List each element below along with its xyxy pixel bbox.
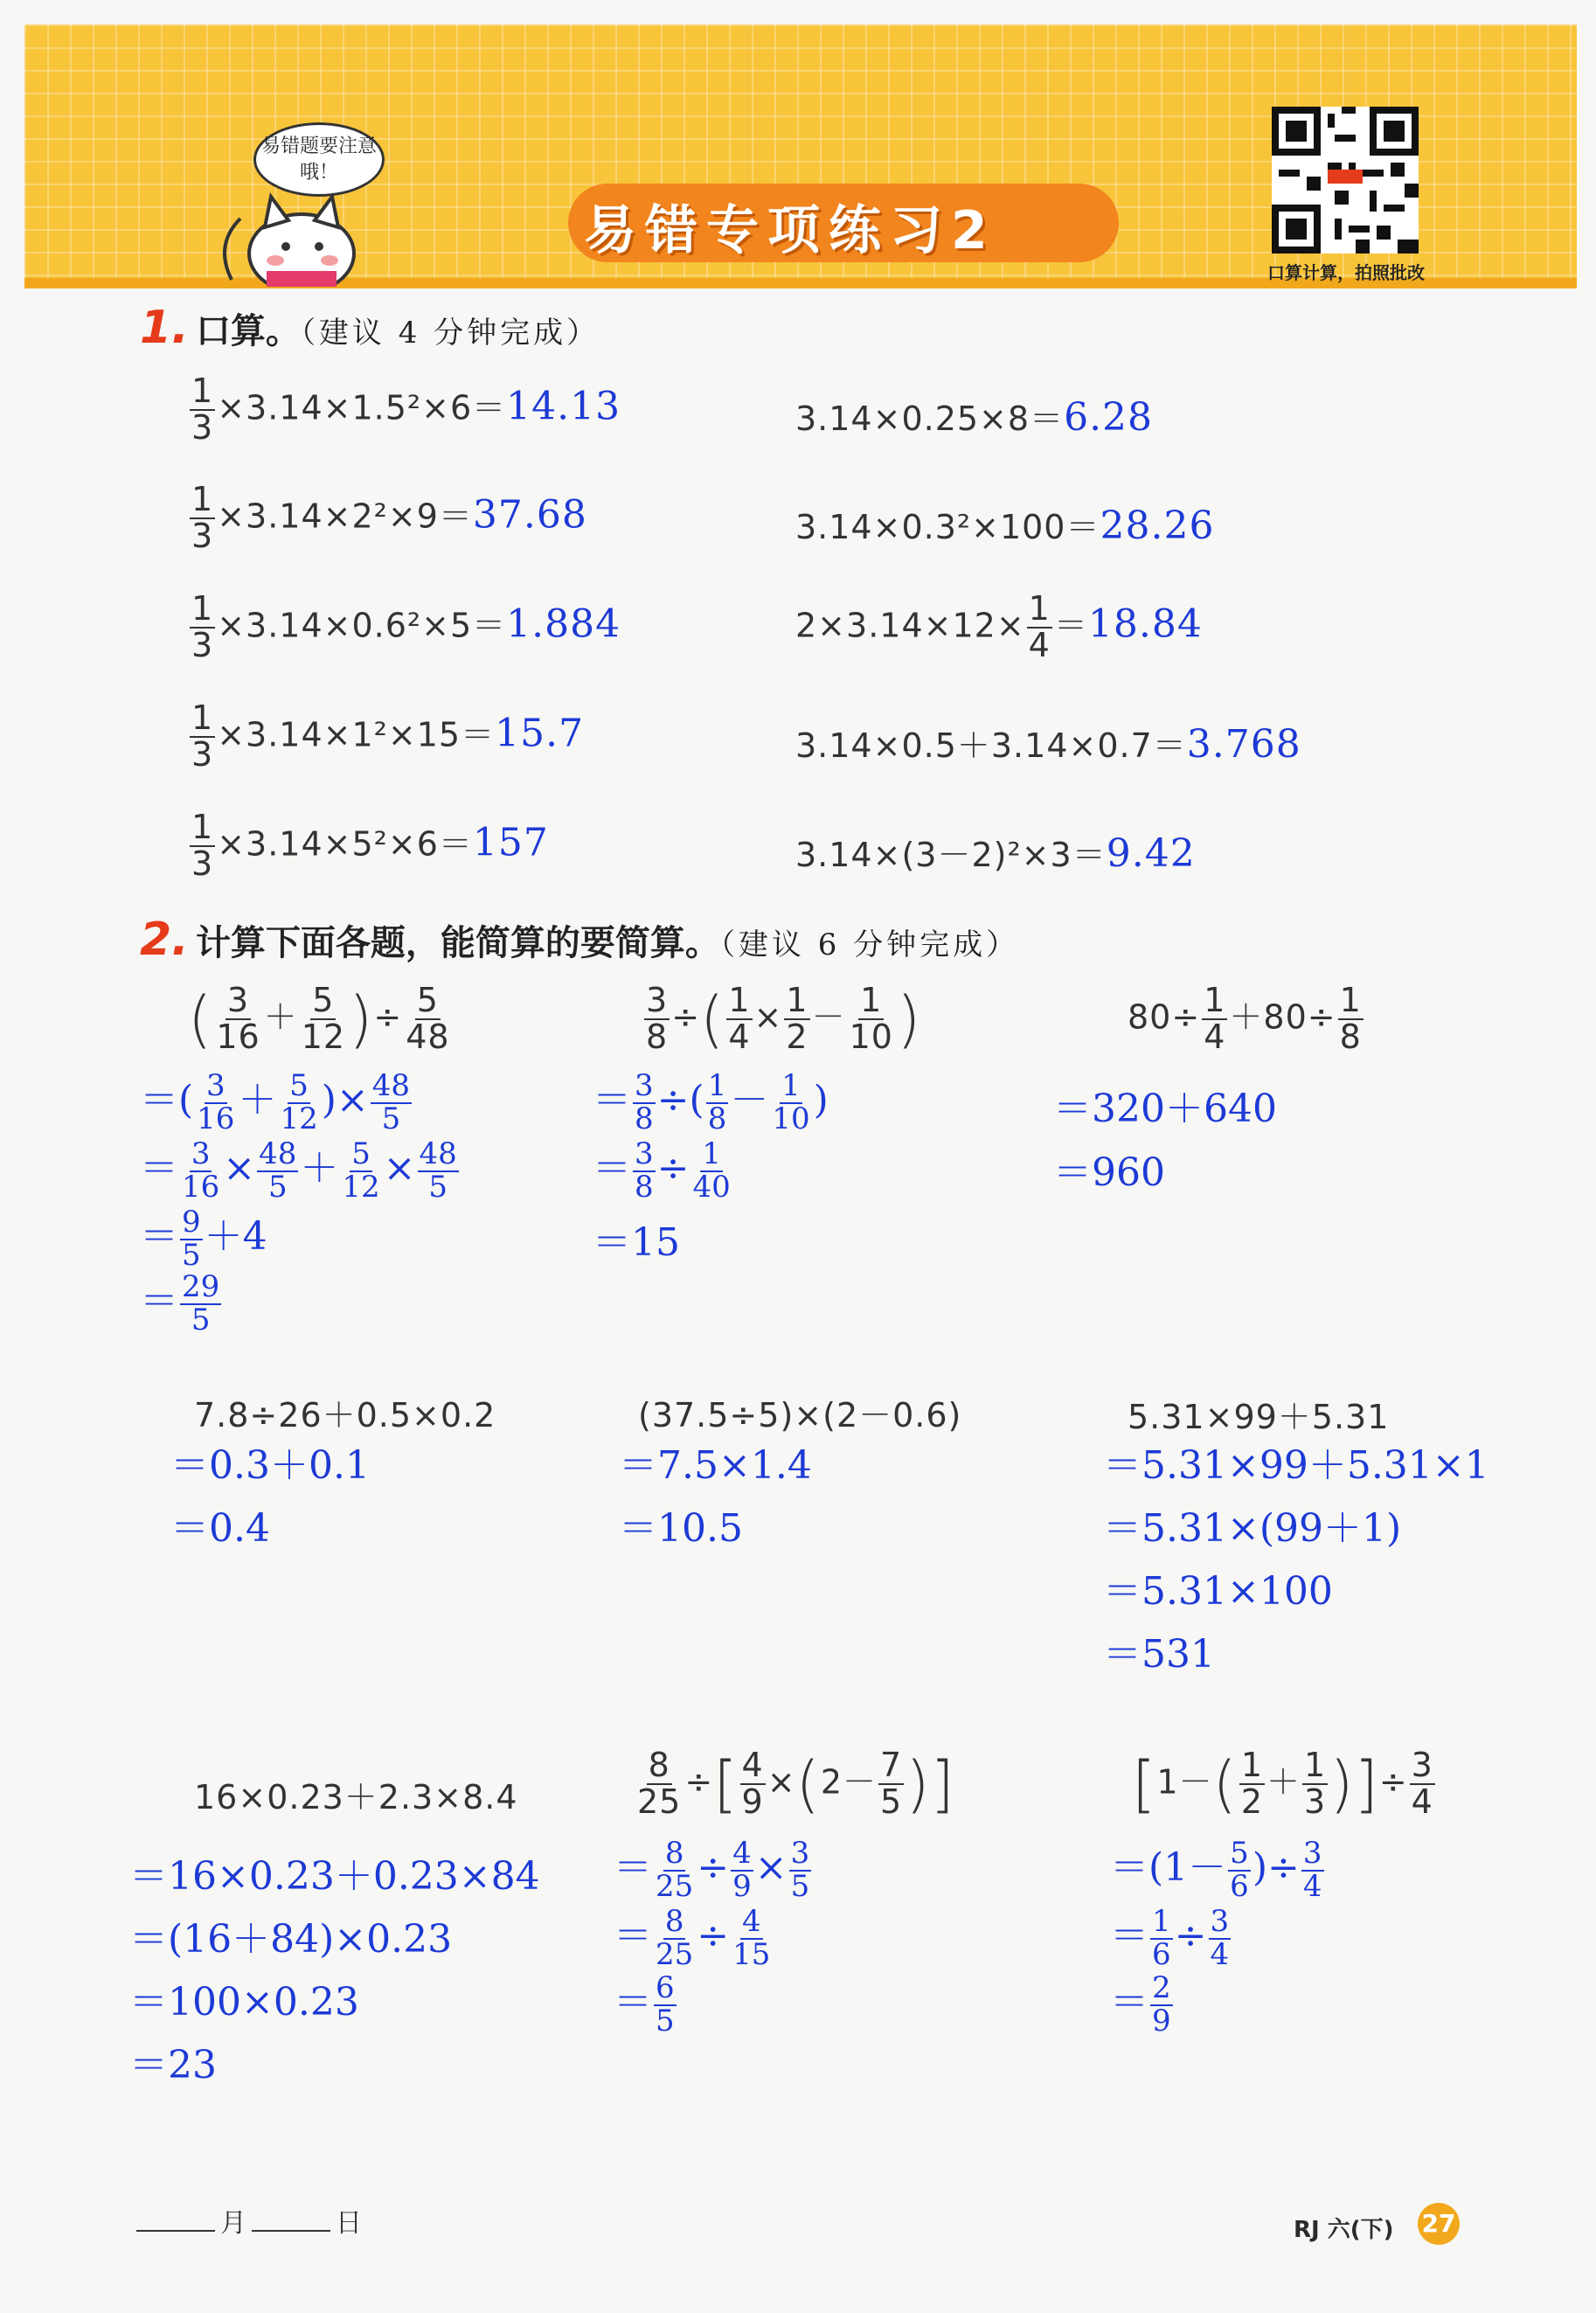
p7-step-4: ＝23	[129, 2043, 217, 2087]
s1-right-row-5: 3.14×(3－2)²×3＝9.42	[795, 831, 1196, 876]
page-number: 27	[1418, 2203, 1460, 2245]
p8-step-1: ＝ $\frac{8}{25}$ ÷ $\frac{4}{9}$ × $\frac{3}{5}$	[614, 1835, 810, 1904]
p6-question: 5.31×99＋5.31	[1128, 1398, 1390, 1436]
p6-step-4: ＝531	[1103, 1632, 1215, 1677]
p4-step-1: ＝0.3＋0.1	[170, 1443, 370, 1488]
s1-right-row-2: 3.14×0.3²×100＝28.26	[795, 504, 1215, 548]
p5-step-2: ＝10.5	[619, 1506, 743, 1551]
p9-step-2: ＝ $\frac{1}{6}$ ÷ $\frac{3}{4}$	[1110, 1903, 1230, 1972]
qr-caption: 口算计算，拍照批改	[1267, 262, 1425, 283]
p1-step-2: ＝ $\frac{3}{16}$ × $\frac{48}{5}$ ＋ $\frac{5}{12}$ × $\frac{48}{5}$	[140, 1136, 457, 1205]
fraction: $\frac{1}{4}$	[1028, 589, 1051, 664]
answer: 1.884	[506, 601, 621, 647]
p4-step-2: ＝0.4	[170, 1506, 270, 1551]
p4-question: 7.8÷26＋0.5×0.2	[194, 1396, 496, 1434]
section2-heading: 2. 计算下面各题，能简算的要简算。（建议 6 分钟完成）	[140, 913, 1020, 966]
fraction: $\frac{1}{3}$	[191, 480, 214, 555]
p7-question: 16×0.23＋2.3×8.4	[194, 1778, 518, 1816]
p1-step-4: ＝ $\frac{29}{5}$	[140, 1268, 220, 1337]
p5-question: (37.5÷5)×(2－0.6)	[638, 1396, 962, 1434]
fraction: $\frac{1}{3}$	[191, 808, 214, 883]
p1-step-1: ＝( $\frac{3}{16}$ ＋ $\frac{5}{12}$ )× $\frac{48}{5}$	[140, 1067, 411, 1136]
answer: 157	[472, 820, 549, 865]
p8-step-3: ＝ $\frac{6}{5}$	[614, 1969, 675, 2039]
p2-step-3: ＝15	[593, 1220, 680, 1265]
s1-left-row-1: $\frac{1}{3}$ ×3.14×1.5²×6＝14.13	[191, 372, 621, 447]
fraction: $\frac{1}{3}$	[191, 372, 214, 447]
s1-right-row-4: 3.14×0.5＋3.14×0.7＝3.768	[795, 722, 1301, 767]
p2-step-2: ＝ $\frac{3}{8}$ ÷ $\frac{1}{40}$	[593, 1136, 731, 1205]
qr-code-icon[interactable]	[1272, 107, 1419, 254]
answer: 15.7	[495, 711, 585, 756]
p3-step-2: ＝960	[1053, 1150, 1165, 1195]
answer: 28.26	[1100, 504, 1215, 548]
fraction: $\frac{1}{3}$	[191, 589, 214, 664]
p3-step-1: ＝320＋640	[1053, 1087, 1277, 1131]
s1-left-row-2: $\frac{1}{3}$ ×3.14×2²×9＝37.68	[191, 480, 587, 555]
p2-question: $\frac{3}{8}$ ÷( $\frac{1}{4}$ × $\frac{1}{2}$ － $\frac{1}{10}$ )	[646, 981, 922, 1056]
p7-step-3: ＝100×0.23	[129, 1980, 359, 2025]
p1-question: ( $\frac{3}{16}$ ＋ $\frac{5}{12}$ )÷ $\frac{5}{48}$	[188, 981, 450, 1056]
answer: 14.13	[506, 384, 621, 429]
p7-step-2: ＝(16＋84)×0.23	[129, 1917, 453, 1962]
answer: 3.768	[1186, 722, 1301, 767]
p8-step-2: ＝ $\frac{8}{25}$ ÷ $\frac{4}{15}$	[614, 1903, 771, 1972]
p6-step-2: ＝5.31×(99＋1)	[1103, 1506, 1402, 1551]
s1-left-row-5: $\frac{1}{3}$ ×3.14×5²×6＝157	[191, 808, 549, 883]
speech-bubble: 易错题要注意哦！	[253, 122, 385, 197]
s1-left-row-4: $\frac{1}{3}$ ×3.14×1²×15＝15.7	[191, 698, 585, 774]
p1-step-3: ＝ $\frac{9}{5}$ ＋4	[140, 1204, 267, 1273]
p9-step-1: ＝(1－ $\frac{5}{6}$ )÷ $\frac{3}{4}$	[1110, 1835, 1322, 1904]
p3-question: 80÷ $\frac{1}{4}$ ＋80÷ $\frac{1}{8}$	[1128, 981, 1362, 1056]
p7-step-1: ＝16×0.23＋0.23×84	[129, 1854, 540, 1899]
answer: 18.84	[1087, 601, 1203, 647]
section1-heading: 1. 口算。（建议 4 分钟完成）	[140, 302, 600, 354]
answer: 6.28	[1064, 395, 1154, 440]
p6-step-3: ＝5.31×100	[1103, 1569, 1333, 1614]
s1-right-row-3: 2×3.14×12× $\frac{1}{4}$ ＝18.84	[795, 589, 1203, 664]
p9-step-3: ＝ $\frac{2}{9}$	[1110, 1969, 1171, 2039]
answer: 37.68	[472, 492, 587, 538]
p5-step-1: ＝7.5×1.4	[619, 1443, 812, 1488]
date-field: 月 日	[131, 2201, 362, 2240]
answer: 9.42	[1106, 831, 1196, 876]
p9-question: [1－( $\frac{1}{2}$ ＋ $\frac{1}{3}$ )]÷ $\frac{3}{4}$	[1132, 1746, 1433, 1821]
s1-right-row-1: 3.14×0.25×8＝6.28	[795, 395, 1154, 440]
p2-step-1: ＝ $\frac{3}{8}$ ÷( $\frac{1}{8}$ － $\frac{1}{10}$ )	[593, 1067, 829, 1136]
p6-step-1: ＝5.31×99＋5.31×1	[1103, 1443, 1489, 1488]
cat-mascot-icon	[205, 184, 389, 287]
fraction: $\frac{1}{3}$	[191, 698, 214, 774]
edition-badge: RJ 六(下)	[1294, 2217, 1394, 2243]
s1-left-row-3: $\frac{1}{3}$ ×3.14×0.6²×5＝1.884	[191, 589, 621, 664]
p8-question: $\frac{8}{25}$ ÷[ $\frac{4}{9}$ ×(2－ $\frac{7}{5}$ )]	[637, 1746, 955, 1821]
page-title: 易错专项练习2	[584, 200, 996, 261]
